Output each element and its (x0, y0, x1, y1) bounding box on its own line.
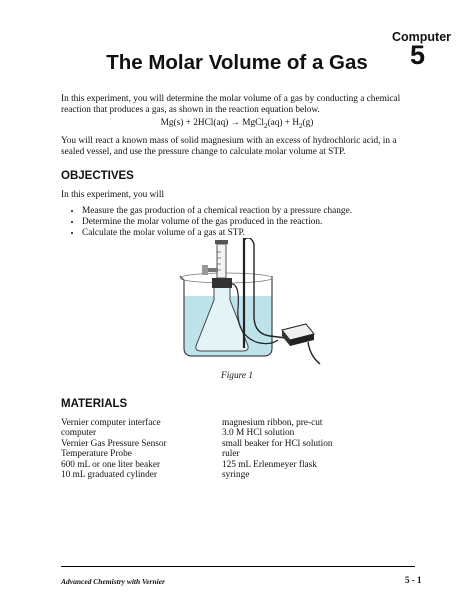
list-item: 3.0 M HCl solution (222, 428, 295, 439)
equation-reactants: Mg(s) + 2HCl(aq) → MgCl (160, 118, 264, 128)
materials-list-right (222, 418, 333, 480)
gas-pressure-sensor (282, 324, 314, 346)
list-item: 125 mL Erlenmeyer flask (222, 459, 317, 470)
page-number: 5 - 1 (405, 575, 422, 585)
computer-label: Computer (392, 30, 452, 44)
rubber-stopper (212, 278, 232, 288)
list-item: 600 mL or one liter beaker (61, 459, 161, 470)
list-item: 10 mL graduated cylinder (61, 470, 157, 481)
list-item: Vernier computer interface (61, 418, 161, 428)
objectives-lead: In this experiment, you will (61, 190, 165, 200)
procedure-summary: You will react a known mass of solid magnesium with an excess of hydrochloric acid, in a sealed vessel, and use the pressure change to calculate molar volume at STP. (61, 136, 397, 158)
list-item: magnesium ribbon, pre-cut (222, 418, 323, 428)
page-title: The Molar Volume of a Gas (106, 51, 368, 74)
materials-heading: MATERIALS (61, 398, 128, 410)
list-item: ruler (222, 449, 240, 460)
list-item: computer (61, 428, 97, 439)
experiment-number: 5 (410, 40, 426, 70)
list-item: • Measure the gas production of a chemical reaction by a pressure change. (82, 206, 412, 217)
syringe (217, 244, 226, 278)
materials-list-left (61, 418, 167, 480)
list-item: small beaker for HCl solution (222, 438, 333, 449)
objectives-heading: OBJECTIVES (61, 170, 134, 182)
list-item: Temperature Probe (61, 449, 132, 460)
list-item: syringe (222, 470, 250, 481)
valve-knob (202, 265, 208, 275)
equation-middle: (aq) + H (267, 118, 300, 128)
equation-subscript: 2 (263, 121, 268, 130)
list-item: • Calculate the molar volume of a gas at STP. (82, 228, 412, 239)
reaction-equation (0, 118, 474, 130)
list-item: • Determine the molar volume of the gas produced in the reaction. (82, 217, 412, 228)
list-item: Vernier Gas Pressure Sensor (61, 438, 167, 449)
objectives-list (60, 206, 412, 238)
sensor-cable (308, 342, 320, 364)
equation-product: (g) (302, 118, 314, 128)
equation-subscript: 2 (299, 121, 303, 130)
syringe-plunger (215, 240, 228, 244)
apparatus-illustration (170, 238, 330, 366)
figure-caption: Figure 1 (221, 371, 253, 381)
intro-paragraph: In this experiment, you will determine the molar volume of a gas by conducting a chemical reaction that produces a gas, as shown in the reaction equation below. (61, 94, 401, 116)
footer-book-title: Advanced Chemistry with Vernier (61, 577, 165, 586)
footer-divider (61, 566, 415, 567)
